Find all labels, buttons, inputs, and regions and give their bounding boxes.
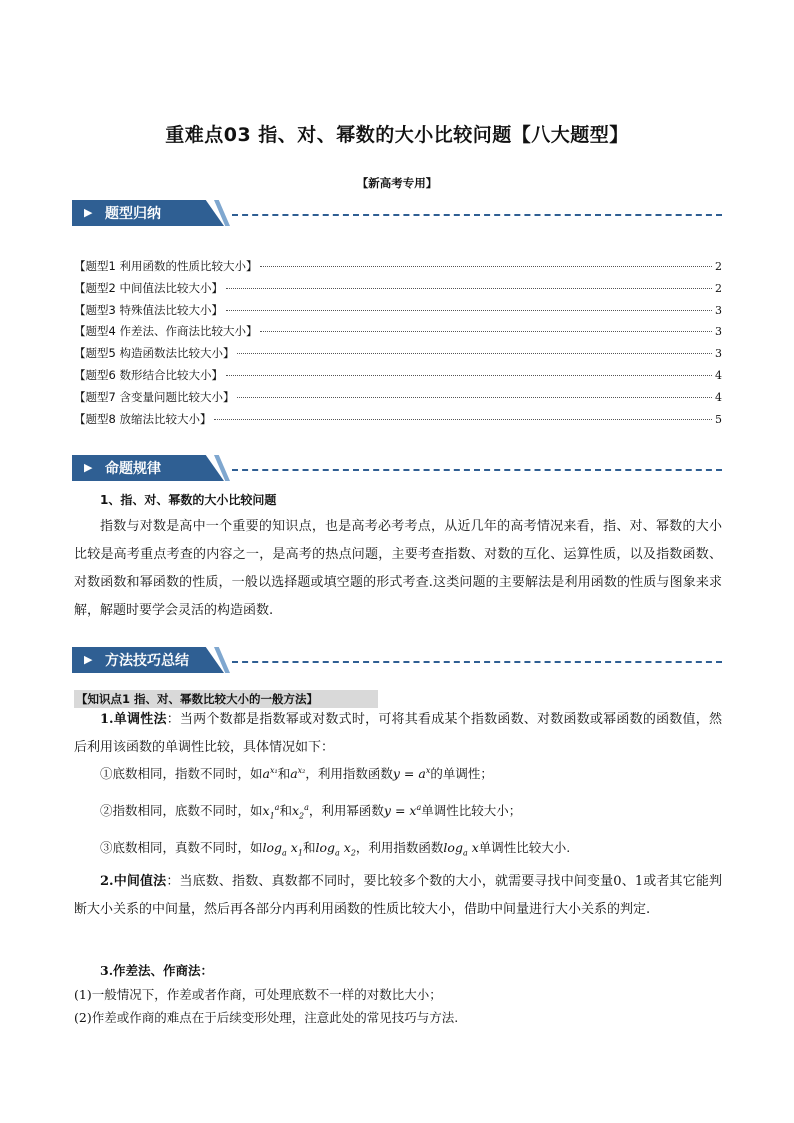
- case2-text-d: 单调性比较大小；: [421, 803, 522, 818]
- toc-item[interactable]: [74, 323, 722, 345]
- case2-line: [100, 801, 521, 821]
- toc-item[interactable]: [74, 389, 722, 411]
- case1-text-a: ①底数相同，指数不同时，如: [100, 766, 263, 781]
- section-header-methods: [72, 647, 722, 673]
- toc-label: 【题型4 作差法、作商法比较大小】: [74, 324, 258, 339]
- toc-item[interactable]: [74, 367, 722, 389]
- method1-text: ：当两个数都是指数幂或对数式时，可将其看成某个指数函数、对数函数或幂函数的函数值，然后利用该函数的单调性比较，具体情况如下：: [74, 712, 722, 755]
- case3-line: [100, 838, 570, 858]
- law-paragraph: 指数与对数是高中一个重要的知识点，也是高考必考考点，从近几年的高考情况来看，指、对、幂数的大小比较是高考重点考查的内容之一，是高考的热点问题，主要考查指数、对数的互化、运算性质，以及指数函数、对数函数和幂函数的性质，一般以选择题或填空题的形式考查.这类问题的主要解法是利用函数的性质与图象来求解，解题时要学会灵活的构造函数.: [74, 519, 722, 618]
- case1-text-b: 和: [277, 766, 291, 781]
- toc-label: 【题型7 含变量问题比较大小】: [74, 389, 235, 404]
- toc-page: 4: [715, 368, 722, 382]
- case3-text-a: ③底数相同，真数不同时，如: [100, 840, 263, 855]
- dashed-divider: [232, 469, 722, 471]
- case1-text-d: 的单调性；: [430, 766, 493, 781]
- method2-text: ：当底数、指数、真数都不同时，要比较多个数的大小，就需要寻找中间变量0、1或者其它能判断大小关系的中间量，然后再各部分内再利用函数的性质比较大小，借助中间量进行大小关系的判定.: [74, 874, 722, 917]
- toc-label: 【题型3 特殊值法比较大小】: [74, 302, 223, 317]
- document-subtitle: 【新高考专用】: [356, 176, 438, 190]
- toc-leader: [226, 375, 712, 376]
- case2-text-c: ，利用幂函数: [308, 803, 384, 818]
- toc-label: 【题型6 数形结合比较大小】: [74, 367, 223, 382]
- case2-text-a: ②指数相同，底数不同时，如: [100, 803, 263, 818]
- toc-leader: [226, 310, 712, 311]
- formula-log-a-x1: $\log_a x_1$: [262, 840, 303, 858]
- toc-leader: [237, 397, 712, 398]
- section-header-law: [72, 455, 722, 481]
- knowledge-point-label: 【知识点1 指、对、幂数比较大小的一般方法】: [74, 690, 378, 708]
- table-of-contents: [74, 258, 722, 432]
- toc-leader: [214, 419, 712, 420]
- section-title: 题型归纳: [105, 206, 161, 222]
- formula-y-eq-x-pow-a: $y = x^a$: [383, 802, 422, 818]
- method1-title: 1.单调性法: [100, 712, 167, 727]
- document-title: 重难点03 指、对、幂数的大小比较问题【八大题型】: [165, 124, 629, 146]
- case1-line: [100, 764, 493, 782]
- toc-label: 【题型1 利用函数的性质比较大小】: [74, 259, 258, 273]
- formula-x1-pow-a: $x_1^a$: [262, 802, 280, 821]
- formula-log-a-x: $\log_a x$: [443, 840, 479, 858]
- toc-label: 【题型5 构造函数法比较大小】: [74, 346, 235, 361]
- dashed-divider: [232, 214, 722, 216]
- toc-label: 【题型8 放缩法比较大小】: [74, 411, 212, 426]
- method2-paragraph: [74, 868, 722, 924]
- play-arrow-icon: ▶: [84, 653, 93, 666]
- toc-item[interactable]: [74, 302, 722, 324]
- toc-page: 4: [715, 390, 722, 404]
- toc-item[interactable]: [74, 345, 722, 367]
- play-arrow-icon: ▶: [84, 206, 93, 219]
- toc-leader: [260, 266, 712, 267]
- toc-item[interactable]: [74, 411, 722, 433]
- case3-text-b: 和: [302, 840, 316, 855]
- case2-text-b: 和: [279, 803, 292, 818]
- formula-a-pow-x1: $a^{x_1}$: [262, 765, 278, 781]
- section-title: 命题规律: [105, 461, 161, 477]
- toc-page: 3: [715, 347, 722, 361]
- method3-item-1: (1)一般情况下，作差或者作商，可处理底数不一样的对数比大小；: [74, 987, 442, 1002]
- toc-page: 3: [715, 303, 722, 317]
- formula-y-eq-a-pow-x: $y = a^x$: [392, 765, 431, 781]
- toc-leader: [226, 288, 712, 289]
- toc-leader: [237, 353, 712, 354]
- toc-page: 3: [715, 325, 722, 339]
- play-arrow-icon: ▶: [84, 461, 93, 474]
- method2-title: 2.中间值法: [100, 874, 167, 889]
- formula-x2-pow-a: $x_2^a$: [291, 802, 309, 821]
- toc-page: 2: [715, 260, 722, 273]
- toc-label: 【题型2 中间值法比较大小】: [74, 280, 223, 295]
- dashed-divider: [232, 661, 722, 663]
- method3-title: 3.作差法、作商法：: [100, 963, 214, 978]
- case1-text-c: ，利用指数函数: [305, 766, 393, 781]
- toc-item[interactable]: [74, 280, 722, 302]
- toc-page: 5: [715, 412, 722, 426]
- toc-leader: [260, 331, 712, 332]
- case3-text-d: 单调性比较大小.: [478, 840, 571, 855]
- method1-paragraph: [74, 706, 722, 762]
- toc-page: 2: [715, 281, 722, 295]
- toc-item[interactable]: [74, 258, 722, 280]
- case3-text-c: ，利用指数函数: [355, 840, 444, 855]
- section-title: 方法技巧总结: [105, 653, 189, 669]
- formula-a-pow-x2: $a^{x_2}$: [290, 765, 306, 781]
- formula-log-a-x2: $\log_a x_2$: [315, 840, 356, 858]
- law-heading: 1、指、对、幂数的大小比较问题: [100, 493, 277, 507]
- section-header-types: [72, 200, 722, 226]
- method3-item-2: (2)作差或作商的难点在于后续变形处理，注意此处的常见技巧与方法.: [74, 1010, 459, 1025]
